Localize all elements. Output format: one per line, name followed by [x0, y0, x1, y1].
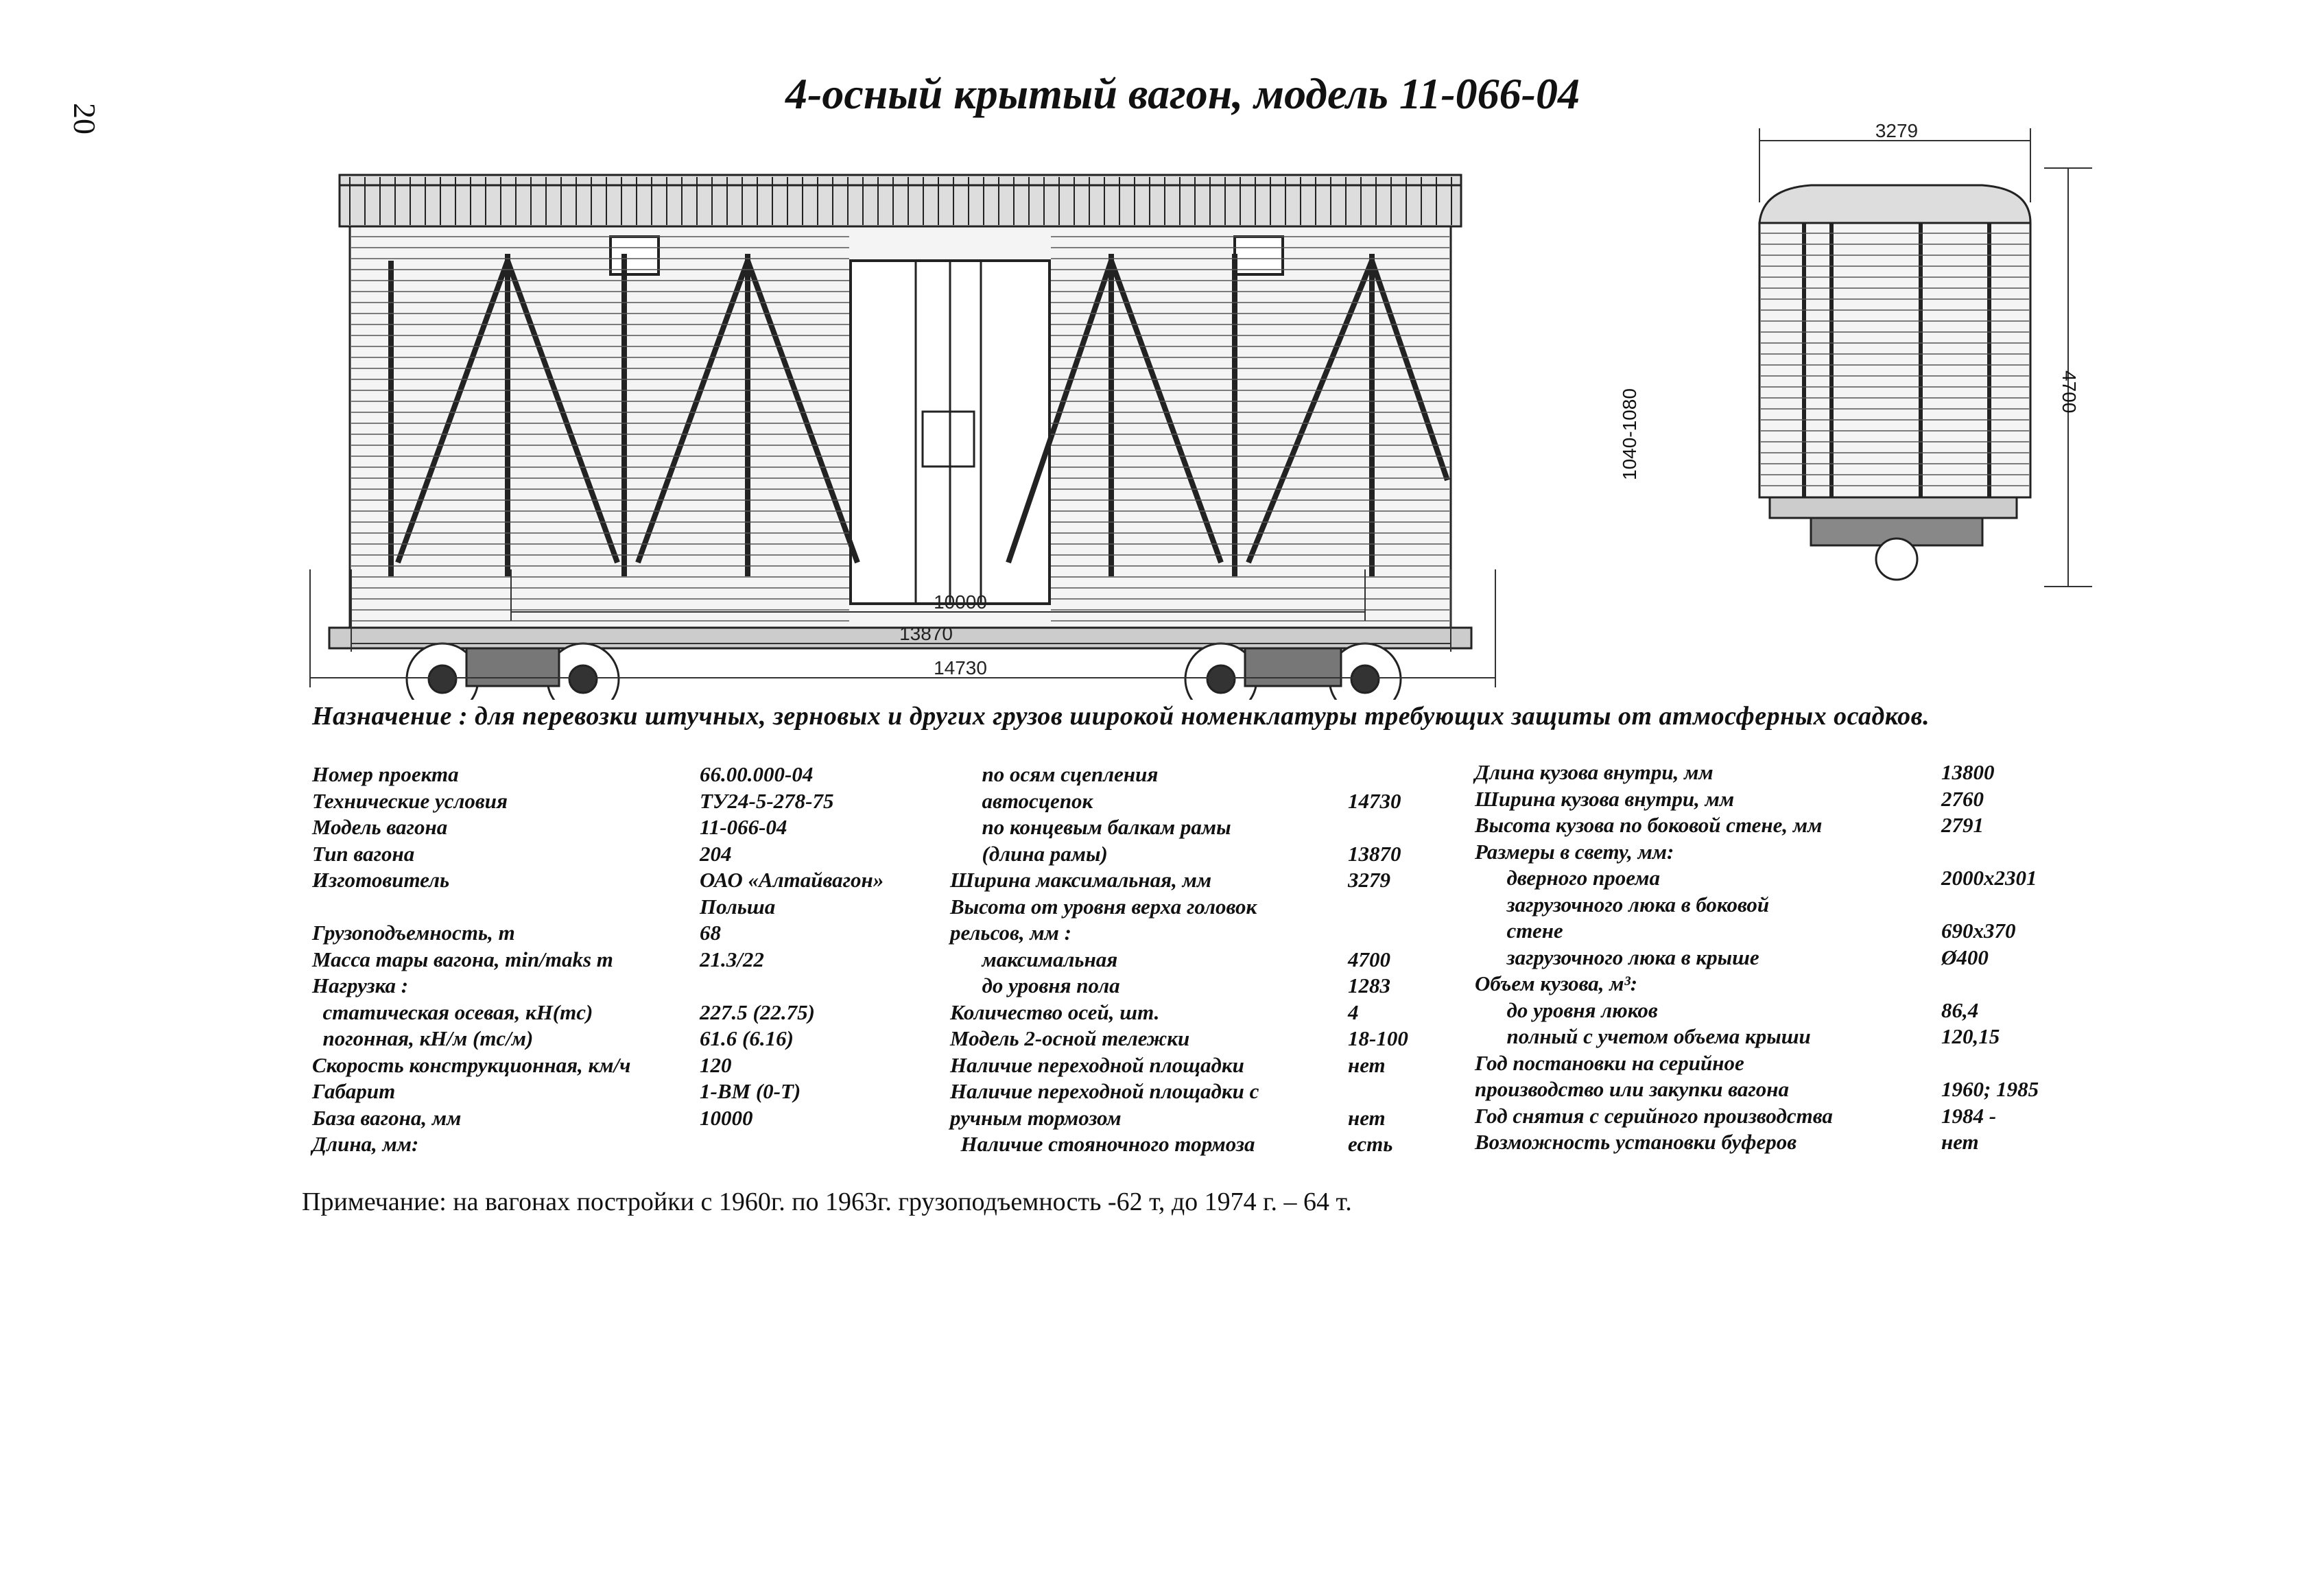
spec-label: Нагрузка : — [312, 973, 409, 997]
spec-value: нет — [1348, 1052, 1386, 1077]
spec-label: Размеры в свету, мм: — [1475, 839, 1674, 864]
purpose-text: Назначение : для перевозки штучных, зерновых и других грузов широкой номенклатуры требующих защиты от атмосферных осадков. — [312, 702, 1930, 731]
spec-label: Грузоподъемность, т — [312, 921, 515, 945]
footnote: Примечание: на вагонах постройки с 1960г. по 1963г. грузоподъемность -62 т, до 1974 г. – 64 т. — [302, 1188, 1352, 1216]
spec-label: рельсов, мм : — [950, 921, 1071, 945]
spec-label: Наличие переходной площадки — [950, 1052, 1244, 1077]
spec-label: автосцепок — [950, 788, 1093, 813]
spec-label: производство или закупки вагона — [1475, 1077, 1789, 1101]
spec-value: 227.5 (22.75) — [700, 1000, 815, 1024]
dim-width: 3279 — [1875, 120, 1919, 141]
spec-value: 1960; 1985 — [1941, 1077, 2039, 1101]
spec-label: База вагона, мм — [312, 1105, 462, 1130]
spec-value: 4700 — [1348, 947, 1390, 971]
spec-label: Ширина максимальная, мм — [950, 868, 1212, 892]
spec-value: есть — [1348, 1132, 1393, 1156]
spec-value: 3279 — [1348, 868, 1390, 892]
spec-label: Высота кузова по боковой стене, мм — [1475, 813, 1823, 837]
spec-label: дверного проема — [1475, 866, 1660, 890]
spec-value: 2760 — [1941, 786, 1984, 811]
spec-label: Высота от уровня верха головок — [950, 894, 1257, 919]
spec-label: Габарит — [312, 1079, 396, 1103]
spec-label: погонная, кН/м (тс/м) — [312, 1026, 534, 1050]
side-hatch-left — [610, 237, 659, 274]
spec-label: Наличие стояночного тормоза — [950, 1132, 1255, 1156]
spec-label: Возможность установки буферов — [1475, 1130, 1797, 1154]
spec-value: 4 — [1348, 1000, 1359, 1024]
spec-value: 21.3/22 — [700, 947, 764, 971]
dim-base: 10000 — [934, 591, 987, 613]
spec-value: ОАО «Алтайвагон» — [700, 868, 884, 892]
spec-label: по концевым балкам рамы — [950, 815, 1231, 839]
spec-label: Модель вагона — [312, 815, 448, 839]
spec-value: 86,4 — [1941, 997, 1979, 1022]
spec-value: Ø400 — [1941, 945, 1989, 969]
spec-label: полный с учетом объема крыши — [1475, 1024, 1811, 1048]
spec-label: Длина кузова внутри, мм — [1475, 760, 1714, 784]
spec-label: Наличие переходной площадки с — [950, 1079, 1259, 1103]
spec-label: максимальная — [950, 947, 1118, 971]
spec-label: Изготовитель — [312, 868, 450, 892]
spec-value: Польша — [700, 894, 776, 919]
spec-label: загрузочного люка в боковой — [1475, 892, 1770, 917]
spec-value: 61.6 (6.16) — [700, 1026, 794, 1050]
spec-label: Тип вагона — [312, 841, 415, 866]
spec-label: Масса тары вагона, min/maks т — [312, 947, 613, 971]
spec-label: до уровня пола — [950, 973, 1120, 997]
spec-label: ручным тормозом — [950, 1105, 1122, 1130]
spec-label: Количество осей, шт. — [950, 1000, 1160, 1024]
spec-value: нет — [1348, 1105, 1386, 1130]
spec-label: статическая осевая, кН(тс) — [312, 1000, 593, 1024]
dim-height: 4700 — [2059, 370, 2080, 414]
spec-value: 1984 - — [1941, 1103, 1997, 1128]
spec-value: 2791 — [1941, 813, 1984, 837]
spec-value: 2000x2301 — [1941, 866, 2037, 890]
spec-label: до уровня люков — [1475, 997, 1658, 1022]
spec-label: Скорость конструкционная, км/ч — [312, 1052, 631, 1077]
dim-coupler-length: 14730 — [934, 657, 987, 678]
dim-height-coupler: 1040-1080 — [1619, 388, 1640, 480]
dim-frame-length: 13870 — [899, 623, 953, 644]
spec-label: Объем кузова, м³: — [1475, 971, 1638, 995]
spec-value: 14730 — [1348, 788, 1401, 813]
spec-label: Ширина кузова внутри, мм — [1475, 786, 1735, 811]
spec-label: стене — [1475, 919, 1563, 943]
spec-value: 10000 — [700, 1105, 753, 1130]
spec-value: 13800 — [1941, 760, 1995, 784]
spec-label: Год постановки на серийное — [1475, 1050, 1744, 1075]
spec-value: 13870 — [1348, 841, 1401, 866]
spec-value: ТУ24-5-278-75 — [700, 788, 834, 813]
spec-label: Длина, мм: — [312, 1132, 419, 1156]
side-view-dimensions — [274, 569, 1646, 707]
spec-value: 68 — [700, 921, 721, 945]
spec-value: 66.00.000-04 — [700, 762, 814, 786]
spec-label: Номер проекта — [312, 762, 459, 786]
end-view-drawing — [1729, 120, 2113, 614]
spec-label: (длина рамы) — [950, 841, 1108, 866]
spec-label: Год снятия с серийного производства — [1475, 1103, 1833, 1128]
page-title: 4-осный крытый вагон, модель 11-066-04 — [785, 69, 1580, 118]
spec-value: 18-100 — [1348, 1026, 1408, 1050]
roof — [340, 175, 1461, 226]
spec-value: 11-066-04 — [700, 815, 787, 839]
spec-label: Модель 2-осной тележки — [950, 1026, 1190, 1050]
spec-value: 204 — [700, 841, 732, 866]
spec-value: 1-ВМ (0-Т) — [700, 1079, 801, 1103]
spec-value: 120,15 — [1941, 1024, 2000, 1048]
spec-label: по осям сцепления — [950, 762, 1159, 786]
spec-value: 120 — [700, 1052, 732, 1077]
spec-label: загрузочного люка в крыше — [1475, 945, 1759, 969]
spec-label: Технические условия — [312, 788, 508, 813]
spec-value: 1283 — [1348, 973, 1390, 997]
spec-value: 690x370 — [1941, 919, 2016, 943]
page-number: 20 — [67, 103, 102, 134]
side-hatch-right — [1235, 237, 1283, 274]
spec-value: нет — [1941, 1130, 1979, 1154]
